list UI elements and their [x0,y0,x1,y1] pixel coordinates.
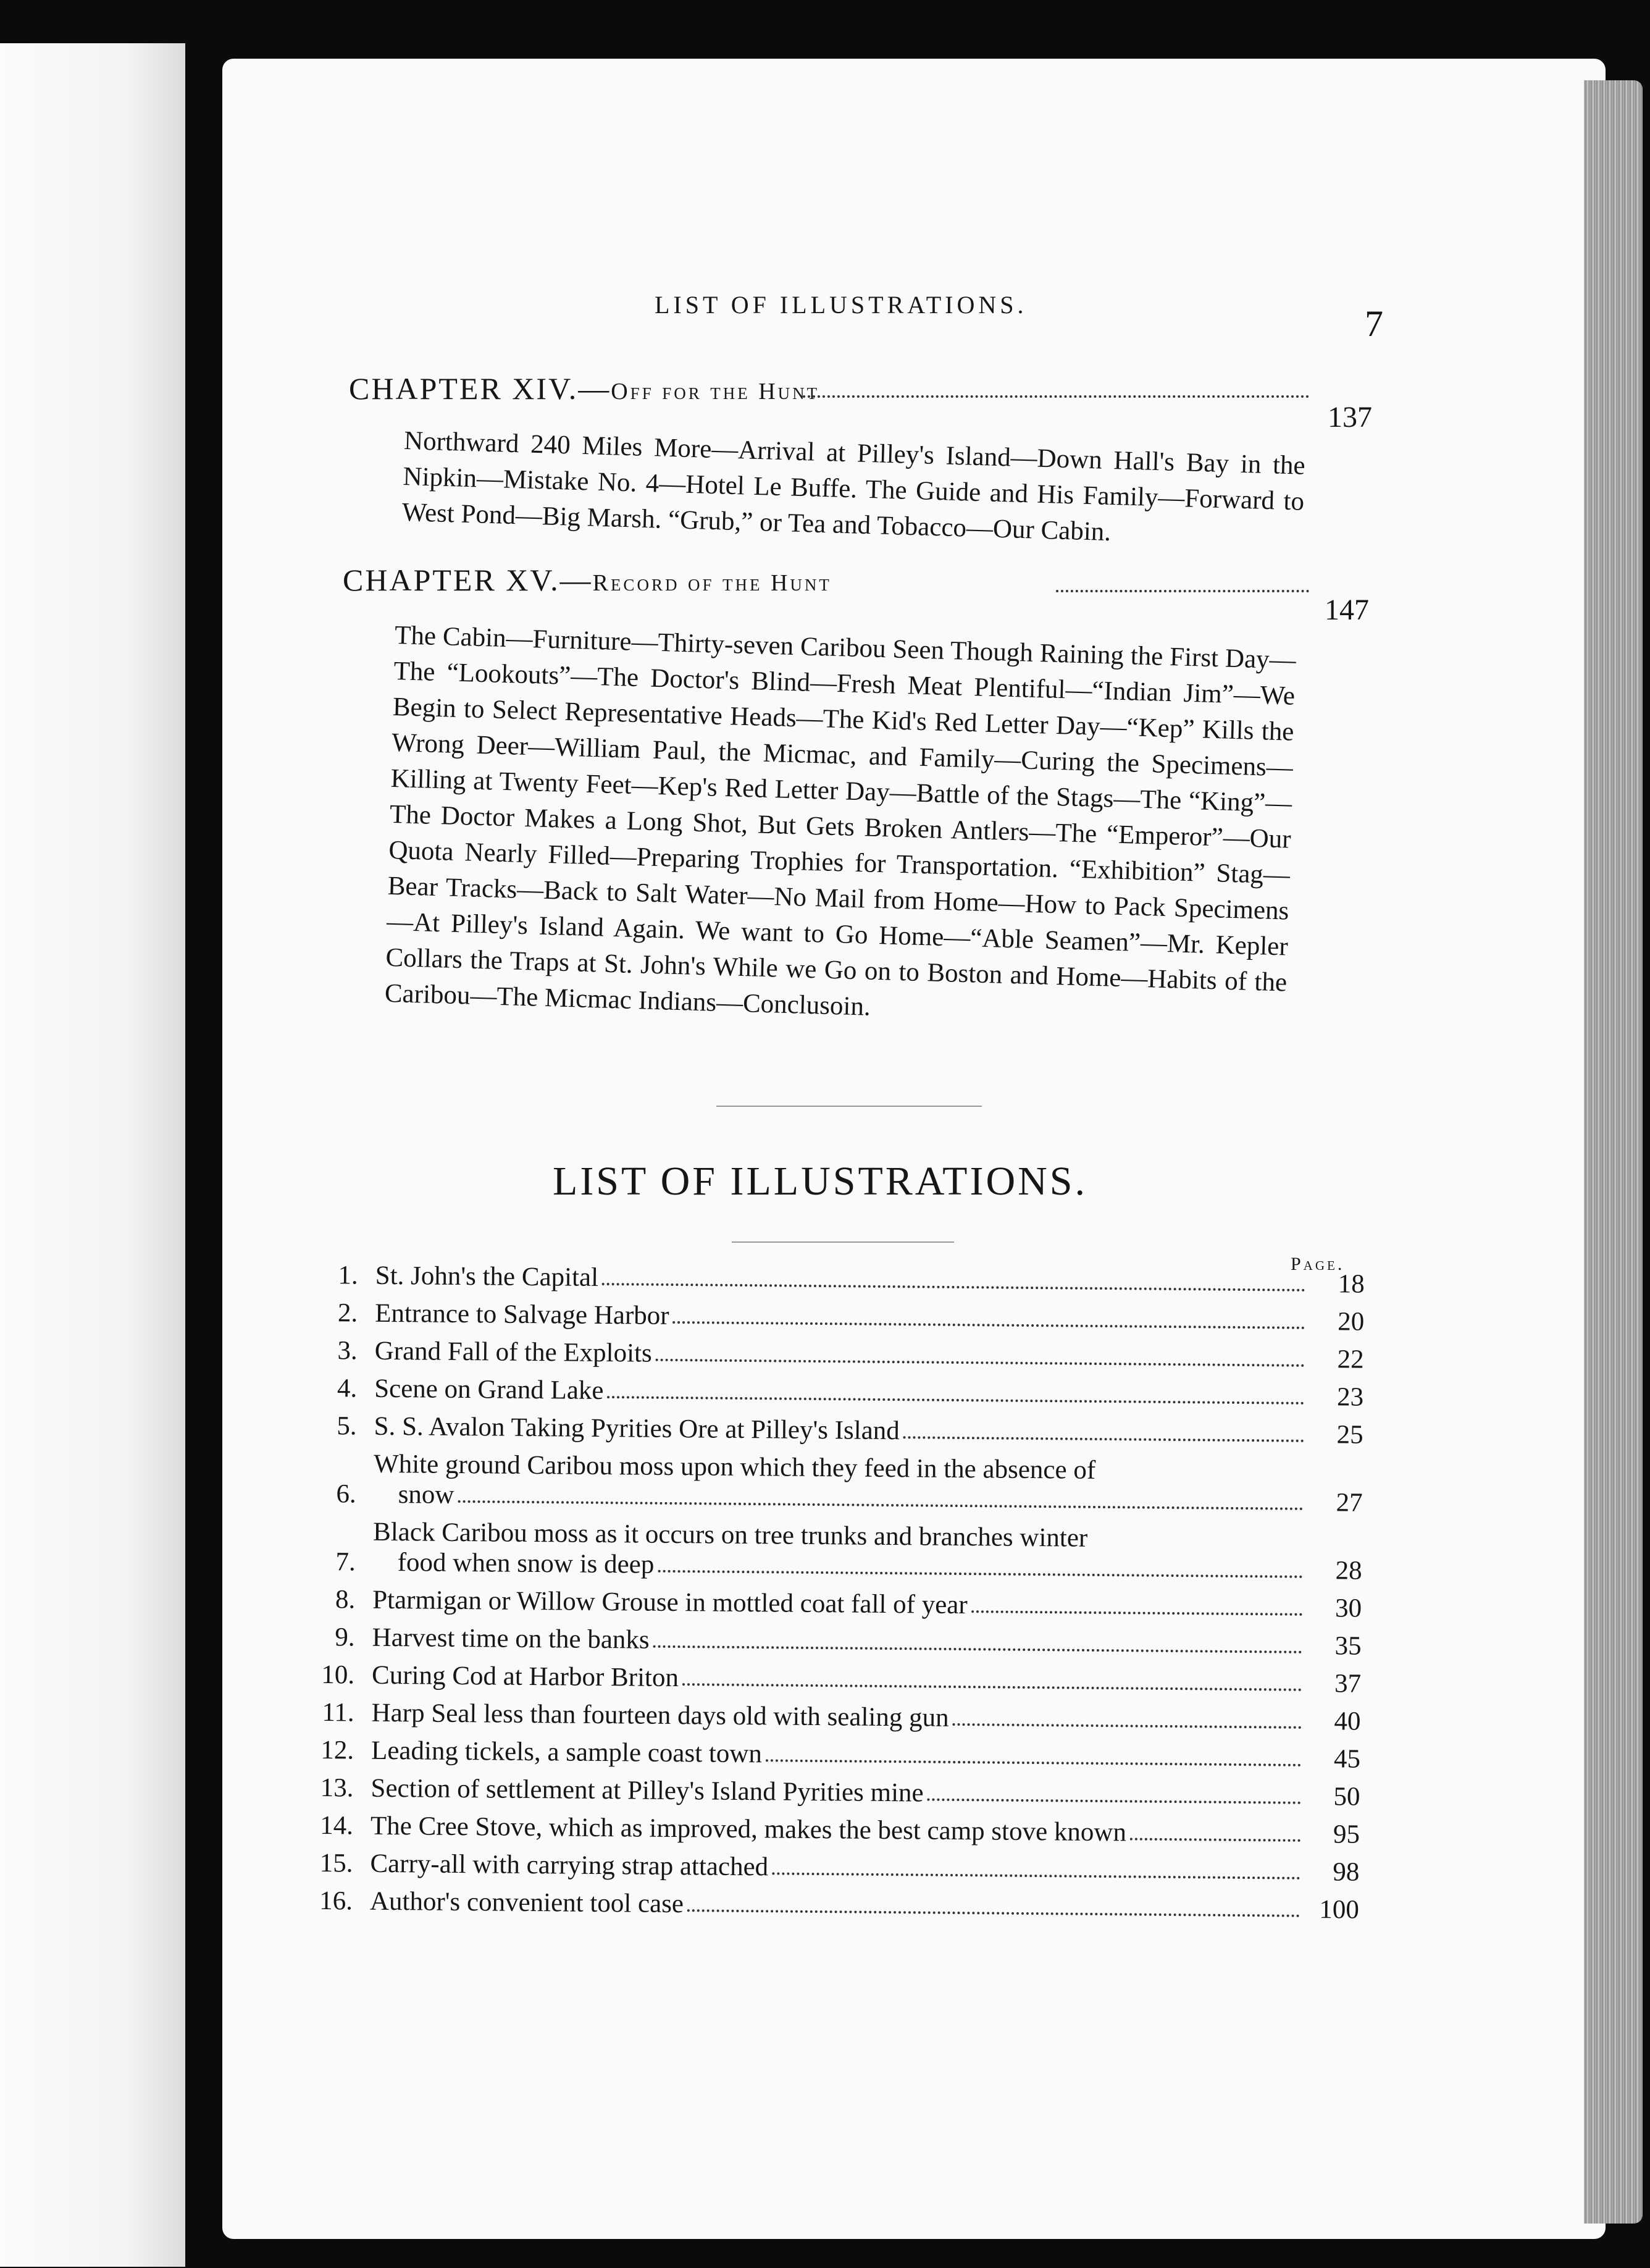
item-page: 40 [1334,1707,1361,1736]
item-text [374,1374,1308,1412]
item-page: 25 [1336,1420,1363,1450]
item-number: 8. [335,1585,356,1615]
list-item [316,1810,1360,1850]
list-item [319,1516,1363,1586]
chapter-summary: The Cabin—Furniture—Thirty-seven Caribou Seen Though Raining the First Day—The “Lookouts”—The Doctor's Blind—Fresh Meat Plentiful—“Indian Jim”—We Begin to Select Representative Heads—The Kid's Red Letter Day—“Kep” Kills the Wrong Deer—William Paul, the Micmac, and Family—Curing the Specimens—Killing at Twenty Feet—Kep's Red Letter Day—Battle of the Stags—The “King”—The Doctor Makes a Long Shot, But Gets Broken Antlers—The “Emperor”—Our Quota Nearly Filled—Preparing Trophies for Transportation. “Exhibition” Stag—Bear Tracks—Back to Salt Water—No Mail from Home—How to Pack Specimens—At Pilley's Island Again. We want to Go Home—“Able Seamen”—Mr. Kepler Collars the Traps at St. John's While we Go on to Boston and Home—Habits of the Caribou—The Micmac Indians—Conclusoin. [384,620,1297,1022]
item-page: 18 [1338,1269,1365,1299]
item-title: Entrance to Salvage Harbor [375,1298,669,1330]
item-page: 30 [1334,1594,1362,1623]
dot-leader [653,1645,1302,1653]
dot-leader [687,1909,1300,1917]
list-item [316,1886,1359,1925]
dot-leader [607,1396,1304,1405]
item-title: Author's convenient tool case [369,1886,684,1919]
item-number: 6. [336,1479,356,1509]
divider-rule [732,1241,954,1243]
item-number: 12. [320,1736,354,1765]
item-page: 100 [1319,1895,1360,1925]
dot-leader [602,1283,1305,1292]
item-number: 9. [335,1623,355,1652]
item-page: 98 [1333,1857,1360,1887]
item-page: 20 [1337,1307,1365,1337]
item-text [372,1660,1305,1699]
item-title: Black Caribou moss as it occurs on tree trunks and branches winter [372,1517,1088,1553]
item-title: Curing Cod at Harbor Briton [371,1660,679,1693]
item-text [374,1411,1307,1450]
item-text [371,1736,1305,1774]
dot-leader [682,1683,1302,1691]
item-number: 5. [337,1411,357,1441]
item-text [375,1336,1309,1374]
chapter-title: Off for the Hunt [611,379,820,405]
dot-leader [658,1570,1302,1578]
item-page: 35 [1334,1631,1362,1661]
dot-leader [766,1759,1301,1766]
page-column-label: Page. [1291,1254,1345,1274]
item-page: 45 [1333,1744,1361,1774]
item-number: 16. [319,1886,353,1916]
item-title: Carry-all with carrying strap attached [370,1849,769,1882]
item-title: Section of settlement at Pilley's Island Pyrities mine [371,1773,924,1808]
chapter-number: CHAPTER XV.— [343,563,593,597]
list-item [317,1697,1360,1737]
item-page: 37 [1334,1669,1362,1699]
chapter-leader [803,395,1309,398]
item-title: White ground Caribou moss upon which they feed in the absence of [373,1449,1096,1485]
item-number: 7. [335,1547,356,1577]
list-item [320,1335,1364,1375]
chapter-number: CHAPTER XIV.— [349,371,611,406]
item-title: Ptarmigan or Willow Grouse in mottled coat fall of year [372,1585,968,1620]
chapter-summary: Northward 240 Miles More—Arrival at Pilley's Island—Down Hall's Bay in the Nipkin—Mistake No. 4—Hotel Le Buffe. The Guide and His Family—Forward to West Pond—Big Marsh. “Grub,” or Tea and Tobacco—Our Cabin. [401,426,1306,547]
dot-leader [903,1436,1304,1442]
item-continuation [373,1547,1307,1586]
item-number: 15. [319,1849,353,1878]
list-item [318,1584,1362,1624]
dot-leader [953,1723,1302,1729]
item-text [371,1811,1304,1849]
list-item [320,1373,1363,1413]
item-page: 28 [1335,1556,1362,1586]
item-number: 4. [337,1374,358,1403]
list-item [317,1622,1361,1661]
page-block-edges [1584,80,1643,2224]
item-continuation [373,1479,1307,1518]
item-title: The Cree Stove, which as improved, makes the best camp stove known [370,1811,1127,1847]
item-page: 27 [1336,1488,1363,1518]
item-page: 22 [1337,1345,1364,1374]
item-number: 3. [337,1336,358,1366]
list-item [316,1773,1360,1812]
item-title: Harp Seal less than fourteen days old with sealing gun [371,1698,949,1732]
list-item [319,1411,1363,1450]
divider-rule [716,1106,982,1107]
item-title-continued: snow [398,1480,454,1510]
item-text [371,1698,1305,1736]
item-number: 10. [321,1660,355,1690]
facing-page-edge [0,43,185,2267]
item-title: Scene on Grand Lake [374,1374,604,1405]
item-title: Leading tickels, a sample coast town [371,1736,763,1769]
list-item [317,1660,1361,1699]
item-text [373,1449,1307,1518]
chapter-title: Record of the Hunt [592,570,832,596]
dot-leader [1130,1838,1300,1841]
list-item [317,1735,1360,1774]
item-number: 11. [322,1698,354,1728]
item-number: 2. [337,1298,358,1328]
item-title: St. John's the Capital [375,1261,599,1292]
item-number: 1. [338,1261,358,1290]
list-item [319,1448,1363,1518]
item-number: 13. [320,1773,354,1803]
item-title: Harvest time on the banks [372,1623,650,1655]
dot-leader [673,1321,1305,1329]
item-text [372,1623,1305,1661]
list-item [320,1298,1364,1337]
item-text [375,1298,1309,1337]
item-text [370,1886,1304,1925]
chapter-leader [1056,590,1309,592]
chapter-page: 147 [1325,594,1369,626]
dot-leader [927,1799,1300,1804]
item-text [370,1849,1304,1887]
chapter-heading [343,562,832,598]
chapter-page: 137 [1328,401,1372,434]
illustrations-title: LIST OF ILLUSTRATIONS. [553,1159,1087,1204]
item-title: Grand Fall of the Exploits [374,1336,652,1368]
item-page: 95 [1333,1820,1360,1849]
item-text [372,1585,1306,1623]
dot-leader [656,1359,1305,1367]
item-number: 14. [320,1811,354,1841]
dot-leader [458,1500,1303,1510]
running-head: LIST OF ILLUSTRATIONS. [655,291,1028,319]
item-text [371,1773,1304,1812]
list-item [316,1848,1359,1888]
item-title: S. S. Avalon Taking Pyrities Ore at Pilley's Island [374,1411,900,1446]
item-title-continued: food when snow is deep [397,1548,655,1579]
dot-leader [971,1610,1302,1616]
item-text [373,1517,1307,1586]
page-number: 7 [1365,303,1383,344]
illustrations-list [316,1260,1365,1933]
dot-leader [772,1872,1300,1879]
chapter-heading [349,371,819,406]
item-page: 50 [1333,1782,1360,1812]
item-page: 23 [1336,1382,1364,1412]
